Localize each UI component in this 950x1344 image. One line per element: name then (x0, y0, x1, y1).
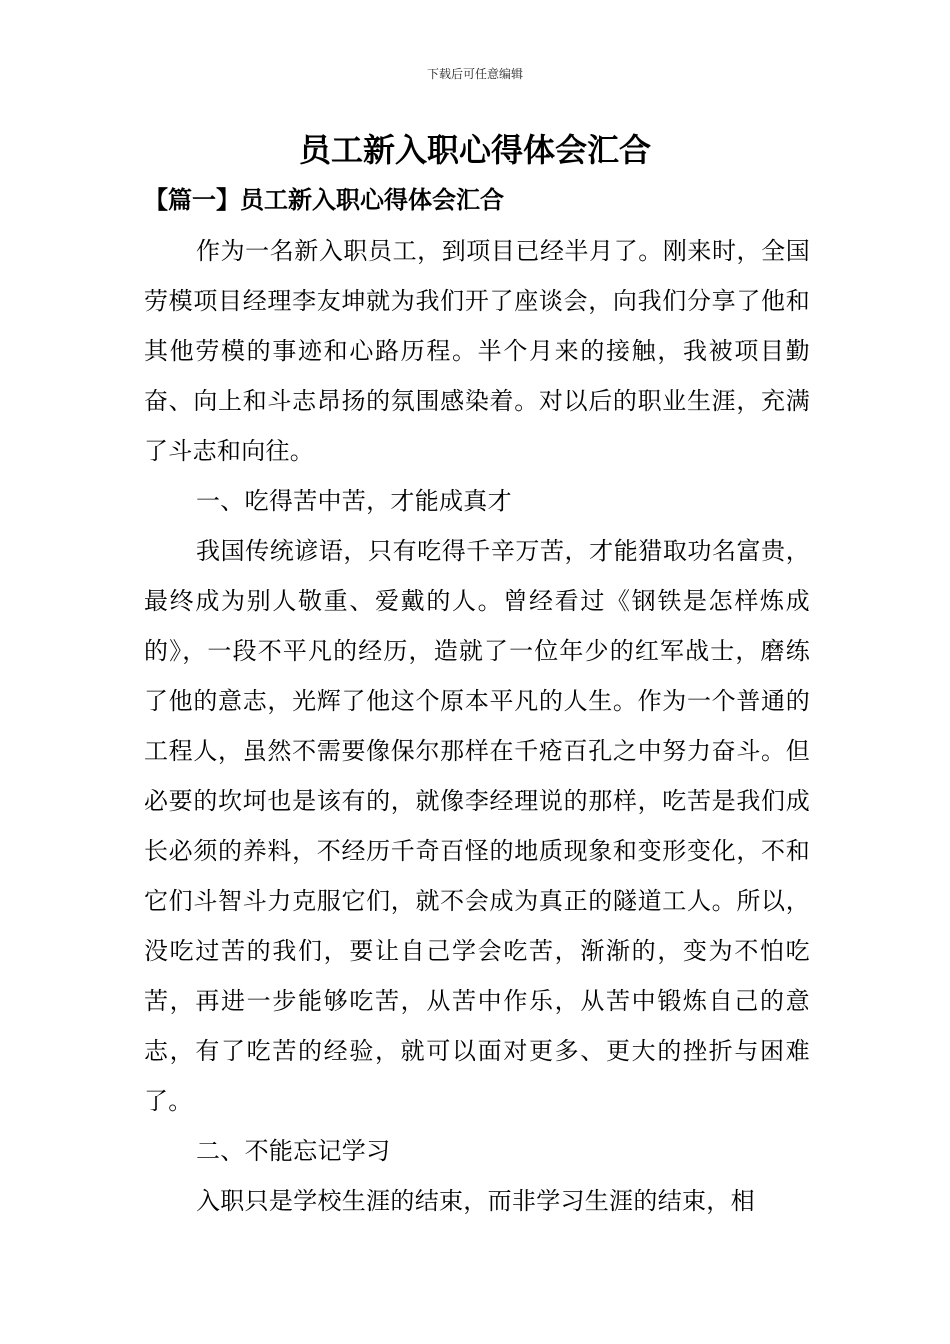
section-heading: 【篇一】员工新入职心得体会汇合 (144, 185, 504, 214)
body-text (144, 226, 810, 1226)
paragraph-hardship: 我国传统谚语，只有吃得千辛万苦，才能猎取功名富贵，最终成为别人敬重、爱戴的人。曾经看过《钢铁是怎样炼成的》，一段不平凡的经历，造就了一位年少的红军战士，磨练了他的意志，光辉了他这个原本平凡的人生。作为一个普通的工程人，虽然不需要像保尔那样在千疮百孔之中努力奋斗。但必要的坎坷也是该有的，就像李经理说的那样，吃苦是我们成长必须的养料，不经历千奇百怪的地质现象和变形变化，不和它们斗智斗力克服它们，就不会成为真正的隧道工人。所以，没吃过苦的我们，要让自己学会吃苦，渐渐的，变为不怕吃苦，再进一步能够吃苦，从苦中作乐，从苦中锻炼自己的意志，有了吃苦的经验，就可以面对更多、更大的挫折与困难了。 (144, 537, 810, 1115)
header-note: 下载后可任意编辑 (426, 67, 523, 81)
document-title: 员工新入职心得体会汇合 (298, 131, 651, 169)
paragraph-learning: 入职只是学校生涯的结束，而非学习生涯的结束，相 (196, 1187, 755, 1215)
subheading-1: 一、吃得苦中苦，才能成真才 (196, 487, 512, 515)
paragraph-intro: 作为一名新入职员工，到项目已经半月了。刚来时，全国劳模项目经理李友坤就为我们开了座谈会，向我们分享了他和其他劳模的事迹和心路历程。半个月来的接触，我被项目勤奋、向上和斗志昂扬的氛围感染着。对以后的职业生涯，充满了斗志和向往。 (144, 237, 810, 465)
subheading-2: 二、不能忘记学习 (196, 1137, 391, 1165)
